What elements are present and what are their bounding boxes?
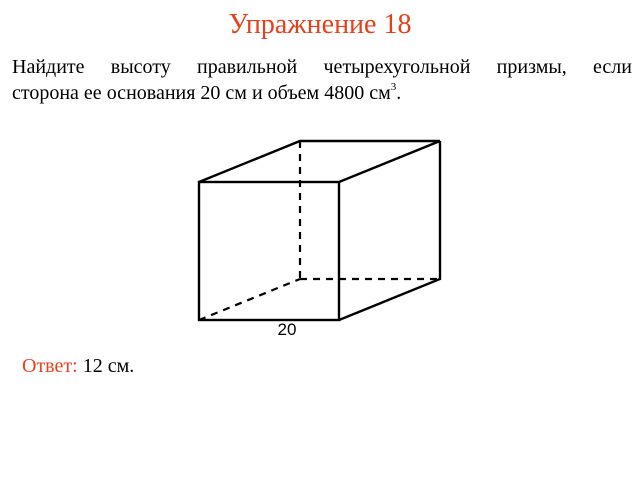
problem-line-2-end: . <box>396 82 402 104</box>
right-face-edges <box>339 141 440 320</box>
answer-label: Ответ: <box>22 355 78 377</box>
top-face-edges <box>199 141 440 182</box>
answer <box>22 353 134 379</box>
answer-value: 12 см. <box>82 355 135 377</box>
cube-exponent: 3 <box>390 81 397 93</box>
hidden-edge-left-bottom <box>199 279 300 320</box>
base-edge-label: 20 <box>277 320 297 339</box>
page-title: Упражнение 18 <box>228 9 412 40</box>
front-face <box>199 182 339 320</box>
problem-line-1: Найдите высоту правильной четырехугольной призмы, если <box>12 56 632 78</box>
problem-line-2-text: сторона ее основания 20 см и объем 4800 см <box>12 82 391 104</box>
